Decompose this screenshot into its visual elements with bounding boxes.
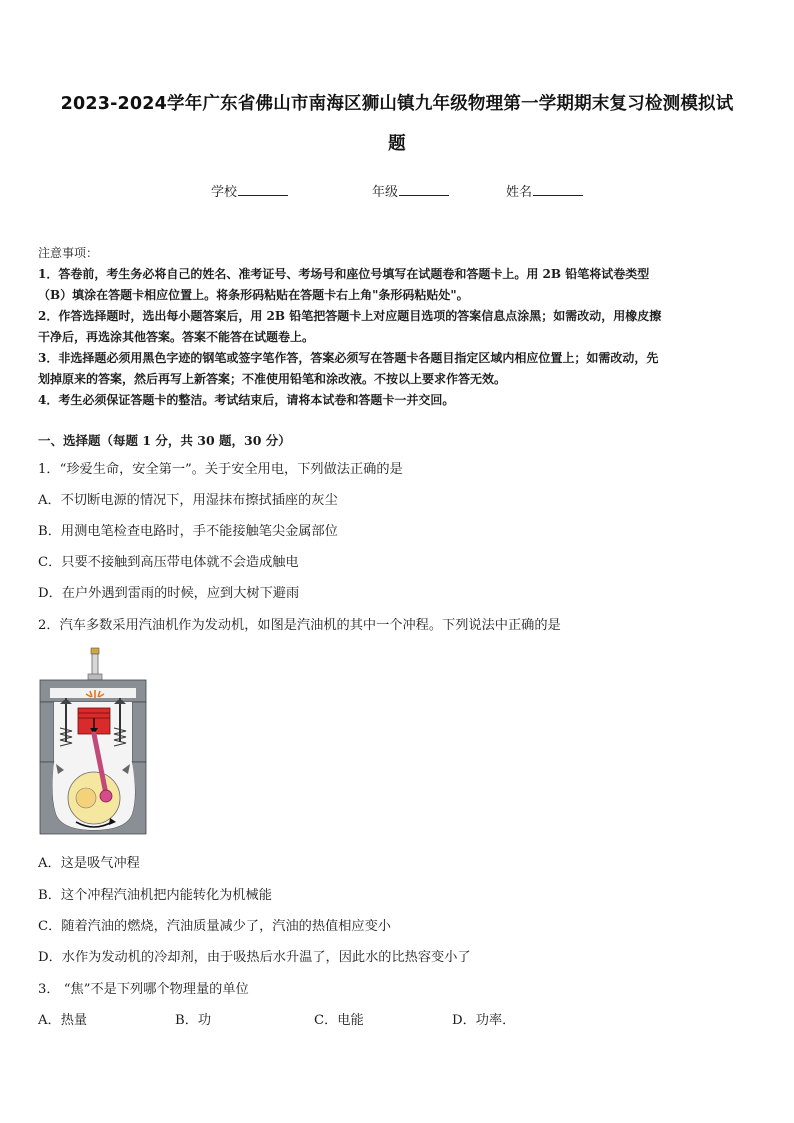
grade-label: 年级	[372, 185, 399, 200]
school-field	[211, 181, 288, 200]
question-1-option-a: A．不切断电源的情况下，用湿抹布擦拭插座的灰尘	[38, 493, 338, 508]
question-3-option-a: A．热量	[38, 1013, 88, 1028]
note-line: 2．作答选择题时，选出每小题答案后，用 2B 铅笔把答题卡上对应题目选项的答案信息点涂黑；如需改动，用橡皮擦	[38, 309, 662, 323]
note-line: 划掉原来的答案，然后再写上新答案；不准使用铅笔和涂改液。不按以上要求作答无效。	[38, 372, 507, 386]
question-2-option-c: C．随着汽油的燃烧，汽油质量减少了，汽油的热值相应变小	[38, 919, 391, 934]
question-3-option-b: B．功	[175, 1013, 212, 1028]
school-blank	[238, 183, 288, 196]
engine-stroke-diagram-icon	[36, 646, 148, 838]
name-label: 姓名	[506, 185, 533, 200]
exam-title-line-1: 2023-2024学年广东省佛山市南海区狮山镇九年级物理第一学期期末复习检测模拟试	[60, 94, 734, 114]
question-1-option-d: D．在户外遇到雷雨的时候，应到大树下避雨	[38, 586, 300, 601]
question-2-option-d: D．水作为发动机的冷却剂，由于吸热后水升温了，因此水的比热容变小了	[38, 950, 471, 965]
question-2-option-b: B．这个冲程汽油机把内能转化为机械能	[38, 888, 272, 903]
engine-diagram-svg	[36, 646, 148, 838]
question-3-option-d: D．功率．	[452, 1013, 516, 1028]
note-line: （B）填涂在答题卡相应位置上。将条形码粘贴在答题卡右上角"条形码粘贴处"。	[38, 288, 469, 302]
note-line: 3．非选择题必须用黑色字迹的钢笔或签字笔作答，答案必须写在答题卡各题目指定区域内相应位置上；如需改动，先	[38, 351, 659, 365]
exam-title-line-2: 题	[388, 134, 406, 154]
note-line: 干净后，再选涂其他答案。答案不能答在试题卷上。	[38, 330, 315, 344]
name-blank	[533, 183, 583, 196]
grade-blank	[399, 183, 449, 196]
question-2-stem: 2．汽车多数采用汽油机作为发动机，如图是汽油机的其中一个冲程。下列说法中正确的是	[38, 618, 561, 633]
question-1-stem: 1．“珍爱生命，安全第一”。关于安全用电，下列做法正确的是	[38, 462, 403, 477]
question-3-option-c: C．电能	[314, 1013, 364, 1028]
grade-field	[372, 181, 449, 200]
section-title: 一、选择题（每题 1 分，共 30 题，30 分）	[38, 433, 291, 448]
notes-heading: 注意事项：	[38, 246, 99, 260]
school-label: 学校	[211, 185, 238, 200]
question-3-stem: 3． “焦”不是下列哪个物理量的单位	[38, 982, 249, 997]
note-line: 4．考生必须保证答题卡的整洁。考试结束后，请将本试卷和答题卡一并交回。	[38, 393, 455, 407]
question-1-option-c: C．只要不接触到高压带电体就不会造成触电	[38, 555, 299, 570]
exam-notes	[38, 243, 760, 411]
name-field	[506, 181, 583, 200]
question-1-option-b: B．用测电笔检查电路时，手不能接触笔尖金属部位	[38, 524, 338, 539]
note-line: 1．答卷前，考生务必将自己的姓名、准考证号、考场号和座位号填写在试题卷和答题卡上。用 2B 铅笔将试卷类型	[38, 267, 650, 281]
question-2-option-a: A．这是吸气冲程	[38, 856, 140, 871]
